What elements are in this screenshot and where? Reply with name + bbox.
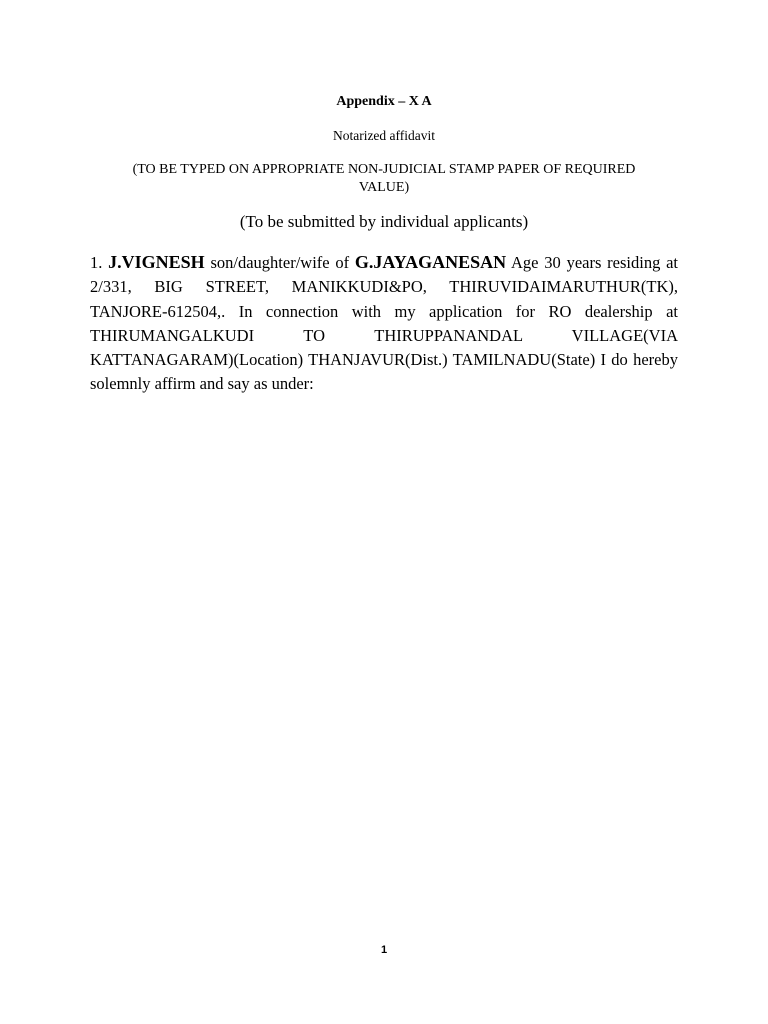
paragraph-number: 1.: [90, 253, 103, 272]
stamp-paper-instruction: [90, 161, 678, 197]
relation-text: son/daughter/wife of: [210, 253, 350, 272]
instruction-line-2: VALUE): [358, 180, 410, 195]
page-number: 1: [380, 944, 388, 956]
instruction-line-1: (TO BE TYPED ON APPROPRIATE NON-JUDICIAL STAMP PAPER OF REQUIRED: [132, 162, 636, 177]
document-subtitle: Notarized affidavit: [332, 128, 436, 143]
paragraph-body: Age 30 years residing at 2/331, BIG STREET, MANIKKUDI&PO, THIRUVIDAIMARUTHUR(TK), TANJORE-612504,. In connection with my application for RO dealership at THIRUMANGALKUDI TO THIRUPPANANDAL VILLAGE(VIA KATTANAGARAM)(Location) THANJAVUR(Dist.) TAMILNADU(State) I do hereby solemnly affirm and say as under:: [90, 253, 679, 394]
submitted-by-note: (To be submitted by individual applicants): [239, 212, 529, 231]
affidavit-paragraph: [90, 250, 678, 397]
parent-name: G.JAYAGANESAN: [354, 252, 507, 272]
document-title: Appendix – X A: [336, 94, 432, 109]
applicant-name: J.VIGNESH: [108, 252, 205, 272]
